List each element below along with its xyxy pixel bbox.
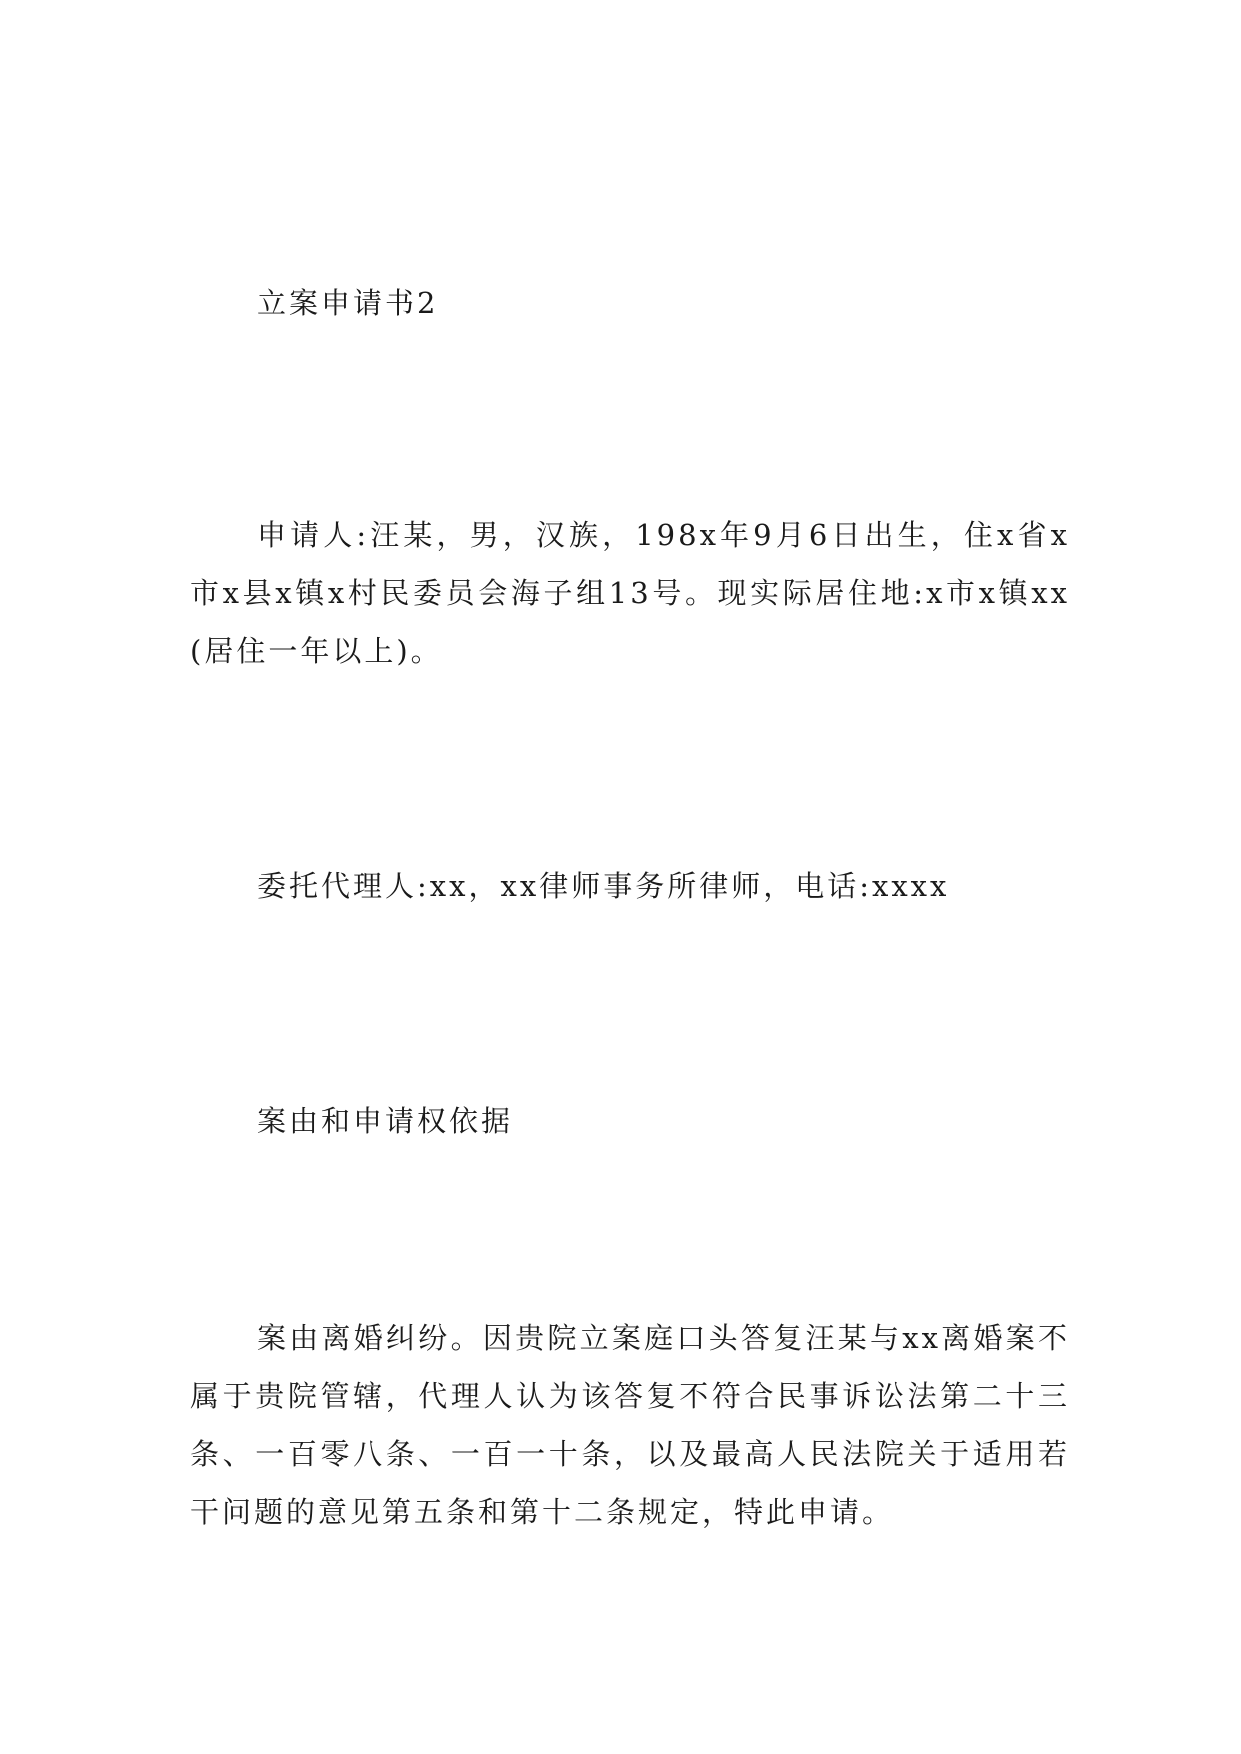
reason-paragraph: 案由离婚纠纷。因贵院立案庭口头答复汪某与xx离婚案不属于贵院管辖，代理人认为该答复不符合民事诉讼法第二十三条、一百零八条、一百一十条，以及最高人民法院关于适用若干问题的意见第五条和第十二条规定，特此申请。 (190, 1321, 1070, 1529)
agent-paragraph: 委托代理人:xx，xx律师事务所律师，电话:xxxx (257, 869, 950, 903)
applicant-paragraph: 申请人:汪某，男，汉族，198x年9月6日出生，住x省x市x县x镇x村民委员会海子组13号。现实际居住地:x市x镇xx(居住一年以上)。 (190, 518, 1070, 668)
section-heading: 案由和申请权依据 (257, 1104, 514, 1138)
document-title: 立案申请书2 (257, 286, 439, 320)
